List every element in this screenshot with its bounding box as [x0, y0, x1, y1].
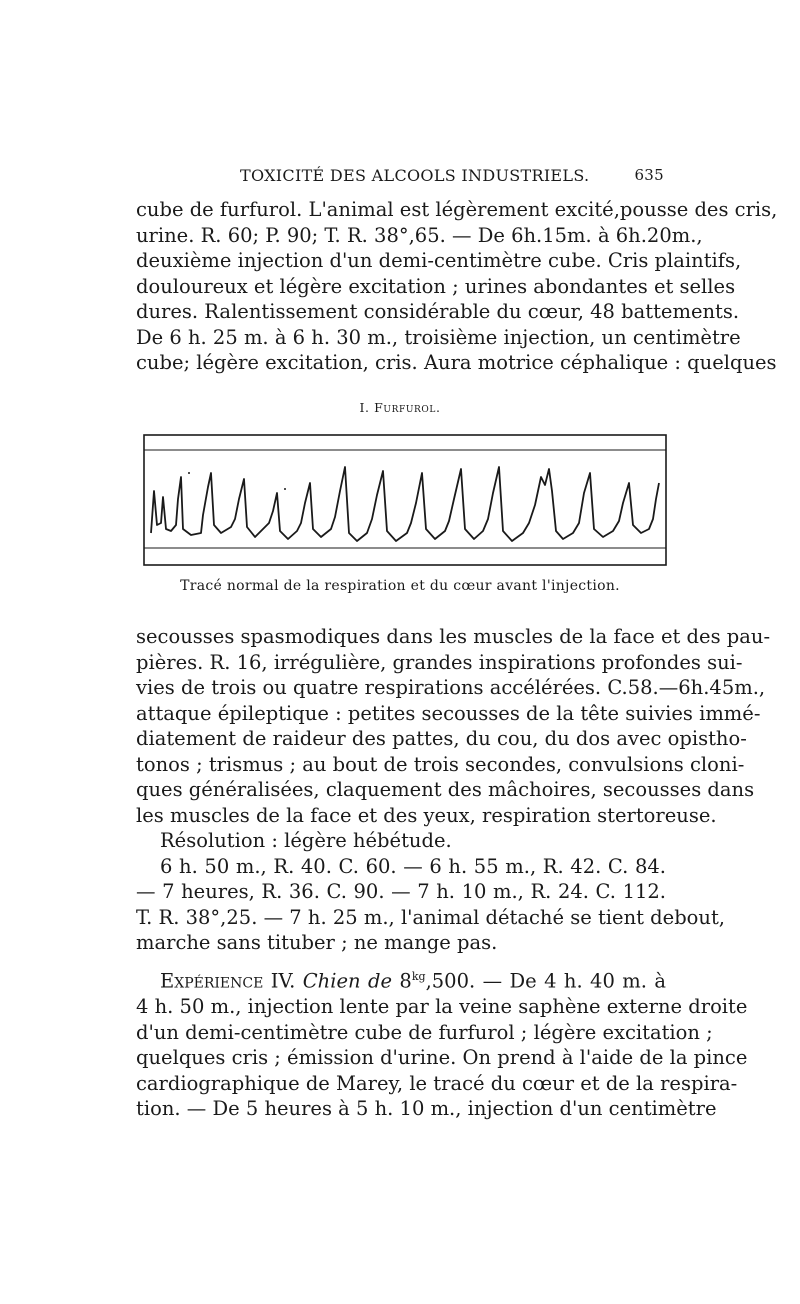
text-line: Résolution : légère hébétude.	[160, 829, 452, 852]
text-line: d'un demi-centimètre cube de furfurol ; légère excitation ;	[136, 1020, 713, 1044]
experiment-lead-rest: ,500. — De 4 h. 40 m. à	[425, 969, 667, 993]
text-line: tonos ; trismus ; au bout de trois secondes, convulsions cloni-	[136, 752, 745, 776]
text-line: marche sans tituber ; ne mange pas.	[136, 931, 498, 954]
paragraph-experiment-iv	[136, 964, 748, 1122]
experiment-numeral: IV.	[270, 969, 296, 993]
text-line: vies de trois ou quatre respirations accélérées. C.58.—6h.45m.,	[136, 676, 766, 699]
page-number: 635	[634, 166, 664, 184]
text-line: quelques cris ; émission d'urine. On prend à l'aide de la pince	[136, 1046, 748, 1069]
experiment-weight-unit: kg	[411, 970, 426, 983]
text-line: tion. — De 5 heures à 5 h. 10 m., injection d'un centimètre	[136, 1097, 717, 1120]
text-line: cube; légère excitation, cris. Aura motrice céphalique : quelques	[136, 351, 777, 374]
figure-title-word: Furfurol.	[374, 400, 441, 415]
text-line: dures. Ralentissement considérable du cœur, 48 battements.	[136, 300, 740, 323]
running-title: TOXICITÉ DES ALCOOLS INDUSTRIELS.	[240, 166, 590, 185]
figure-title	[0, 400, 800, 415]
text-line: pières. R. 16, irrégulière, grandes inspirations profondes sui-	[136, 650, 743, 674]
tracing-frame	[144, 435, 666, 565]
paragraph-main	[136, 624, 771, 956]
text-line: — 7 heures, R. 36. C. 90. — 7 h. 10 m., R. 24. C. 112.	[136, 880, 666, 903]
tracing-curve	[151, 467, 659, 541]
text-line: 4 h. 50 m., injection lente par la veine saphène externe droite	[136, 995, 748, 1018]
running-head	[136, 166, 664, 190]
text-line: T. R. 38°,25. — 7 h. 25 m., l'animal détaché se tient debout,	[136, 905, 726, 929]
text-line: ques généralisées, claquement des mâchoires, secousses dans	[136, 778, 755, 801]
text-line: urine. R. 60; P. 90; T. R. 38°,65. — De 6h.15m. à 6h.20m.,	[136, 223, 703, 247]
text-line: douloureux et légère excitation ; urines abondantes et selles	[136, 274, 736, 298]
text-line: deuxième injection d'un demi-centimètre cube. Cris plaintifs,	[136, 249, 742, 272]
paragraph-continuation	[136, 197, 778, 376]
tracing-mark	[284, 488, 286, 490]
text-line: cube de furfurol. L'animal est légèrement excité,pousse des cris,	[136, 198, 778, 221]
text-line: attaque épileptique : petites secousses de la tête suivies immé-	[136, 701, 761, 725]
text-line: les muscles de la face et des yeux, respiration stertoreuse.	[136, 803, 717, 827]
figure-title-number: I.	[359, 400, 370, 415]
experiment-subject: Chien de	[302, 969, 392, 993]
text-line: 6 h. 50 m., R. 40. C. 60. — 6 h. 55 m., R. 42. C. 84.	[160, 854, 666, 878]
experiment-label: Expérience	[160, 969, 264, 993]
text-line: cardiographique de Marey, le tracé du cœur et de la respira-	[136, 1071, 738, 1095]
text-line: De 6 h. 25 m. à 6 h. 30 m., troisième injection, un centimètre	[136, 325, 741, 349]
figure-caption: Tracé normal de la respiration et du cœur avant l'injection.	[180, 578, 620, 594]
tracing-mark	[188, 472, 190, 474]
experiment-weight: 8	[399, 969, 412, 993]
text-line: diatement de raideur des pattes, du cou, du dos avec opistho-	[136, 727, 747, 750]
text-line: secousses spasmodiques dans les muscles de la face et des pau-	[136, 625, 771, 648]
respiration-heart-tracing	[143, 433, 667, 569]
tracing-svg	[143, 433, 667, 569]
text-line	[136, 964, 666, 994]
